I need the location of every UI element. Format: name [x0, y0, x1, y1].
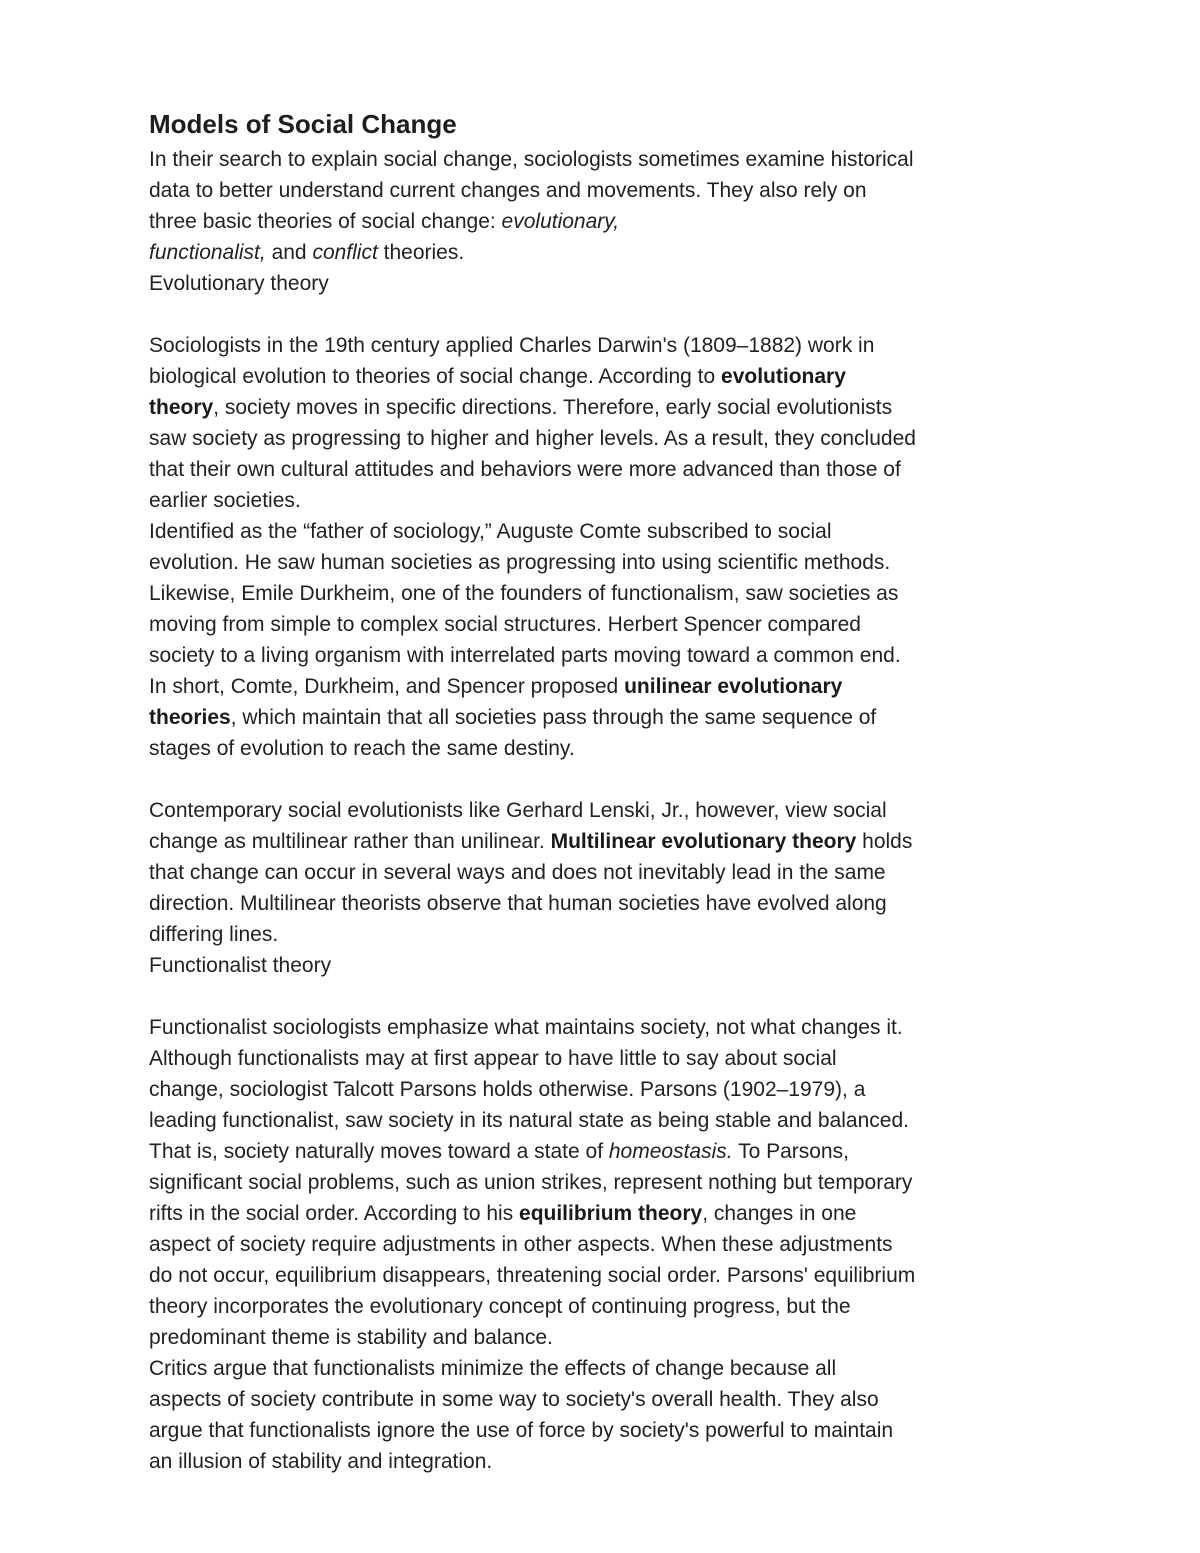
text-run: three basic theories of social change: — [149, 210, 502, 233]
section-heading-functionalist: Functionalist theory — [149, 954, 332, 977]
blank-line — [149, 299, 1059, 330]
emphasis-evolutionary: evolutionary, — [501, 210, 620, 233]
text-line: predominant theme is stability and balance. — [149, 1326, 553, 1349]
text-run: That is, society naturally moves toward a state of — [149, 1140, 609, 1163]
text-line — [149, 1198, 1059, 1229]
text-run: theories. — [377, 241, 465, 264]
text-run: and — [265, 241, 313, 264]
text-line: direction. Multilinear theorists observe that human societies have evolved along — [149, 892, 887, 915]
text-run: To Parsons, — [732, 1140, 849, 1163]
text-run: change as multilinear rather than unilinear. — [149, 830, 551, 853]
page-title: Models of Social Change — [149, 109, 457, 139]
text-line: differing lines. — [149, 923, 279, 946]
text-line: Functionalist sociologists emphasize what maintains society, not what changes it. — [149, 1016, 903, 1039]
text-line: saw society as progressing to higher and higher levels. As a result, they concluded — [149, 427, 916, 450]
text-line: argue that functionalists ignore the use of force by society's powerful to maintain — [149, 1419, 894, 1442]
text-line — [149, 392, 1059, 423]
term-equilibrium: equilibrium theory — [519, 1202, 703, 1225]
text-line — [149, 702, 1059, 733]
text-line: moving from simple to complex social structures. Herbert Spencer compared — [149, 613, 861, 636]
document-page — [149, 108, 1059, 1477]
text-line: Identified as the “father of sociology,” Auguste Comte subscribed to social — [149, 520, 832, 543]
text-line: aspect of society require adjustments in other aspects. When these adjustments — [149, 1233, 893, 1256]
text-line — [149, 1136, 1059, 1167]
term-multilinear: Multilinear evolutionary theory — [550, 830, 857, 853]
text-line: Likewise, Emile Durkheim, one of the founders of functionalism, saw societies as — [149, 582, 899, 605]
text-line: that change can occur in several ways and does not inevitably lead in the same — [149, 861, 886, 884]
text-run: holds — [856, 830, 913, 853]
text-run: rifts in the social order. According to his — [149, 1202, 520, 1225]
blank-line — [149, 764, 1059, 795]
text-line: evolution. He saw human societies as progressing into using scientific methods. — [149, 551, 891, 574]
term-unilinear: unilinear evolutionary — [624, 675, 843, 698]
text-line: Contemporary social evolutionists like Gerhard Lenski, Jr., however, view social — [149, 799, 887, 822]
text-line: In their search to explain social change, sociologists sometimes examine historical — [149, 148, 914, 171]
text-run: biological evolution to theories of social change. According to — [149, 365, 722, 388]
term-theory: theory — [149, 396, 214, 419]
text-line: Critics argue that functionalists minimize the effects of change because all — [149, 1357, 837, 1380]
text-line: Sociologists in the 19th century applied Charles Darwin's (1809–1882) work in — [149, 334, 875, 357]
text-run: , changes in one — [702, 1202, 857, 1225]
emphasis-functionalist: functionalist, — [149, 241, 266, 264]
text-line: theory incorporates the evolutionary concept of continuing progress, but the — [149, 1295, 851, 1318]
text-line: significant social problems, such as union strikes, represent nothing but temporary — [149, 1171, 913, 1194]
text-line — [149, 826, 1059, 857]
text-line: leading functionalist, saw society in its natural state as being stable and balanced. — [149, 1109, 909, 1132]
text-run: , which maintain that all societies pass through the same sequence of — [230, 706, 877, 729]
term-evolutionary: evolutionary — [721, 365, 846, 388]
term-theories: theories — [149, 706, 231, 729]
emphasis-conflict: conflict — [312, 241, 378, 264]
text-run: , society moves in specific directions. Therefore, early social evolutionists — [213, 396, 893, 419]
text-line: an illusion of stability and integration. — [149, 1450, 493, 1473]
text-line — [149, 671, 1059, 702]
text-line: society to a living organism with interrelated parts moving toward a common end. — [149, 644, 901, 667]
text-line — [149, 206, 1059, 237]
intro-paragraph — [149, 144, 1059, 1477]
text-line: Although functionalists may at first appear to have little to say about social — [149, 1047, 837, 1070]
text-line: earlier societies. — [149, 489, 301, 512]
text-line — [149, 361, 1059, 392]
text-line: stages of evolution to reach the same destiny. — [149, 737, 575, 760]
text-line: aspects of society contribute in some way to society's overall health. They also — [149, 1388, 879, 1411]
text-line: do not occur, equilibrium disappears, threatening social order. Parsons' equilibrium — [149, 1264, 916, 1287]
emphasis-homeostasis: homeostasis. — [608, 1140, 733, 1163]
text-line: that their own cultural attitudes and behaviors were more advanced than those of — [149, 458, 901, 481]
text-line: data to better understand current changes and movements. They also rely on — [149, 179, 867, 202]
text-line — [149, 237, 1059, 268]
section-heading-evolutionary: Evolutionary theory — [149, 272, 329, 295]
blank-line — [149, 981, 1059, 1012]
text-run: In short, Comte, Durkheim, and Spencer proposed — [149, 675, 625, 698]
text-line: change, sociologist Talcott Parsons holds otherwise. Parsons (1902–1979), a — [149, 1078, 866, 1101]
